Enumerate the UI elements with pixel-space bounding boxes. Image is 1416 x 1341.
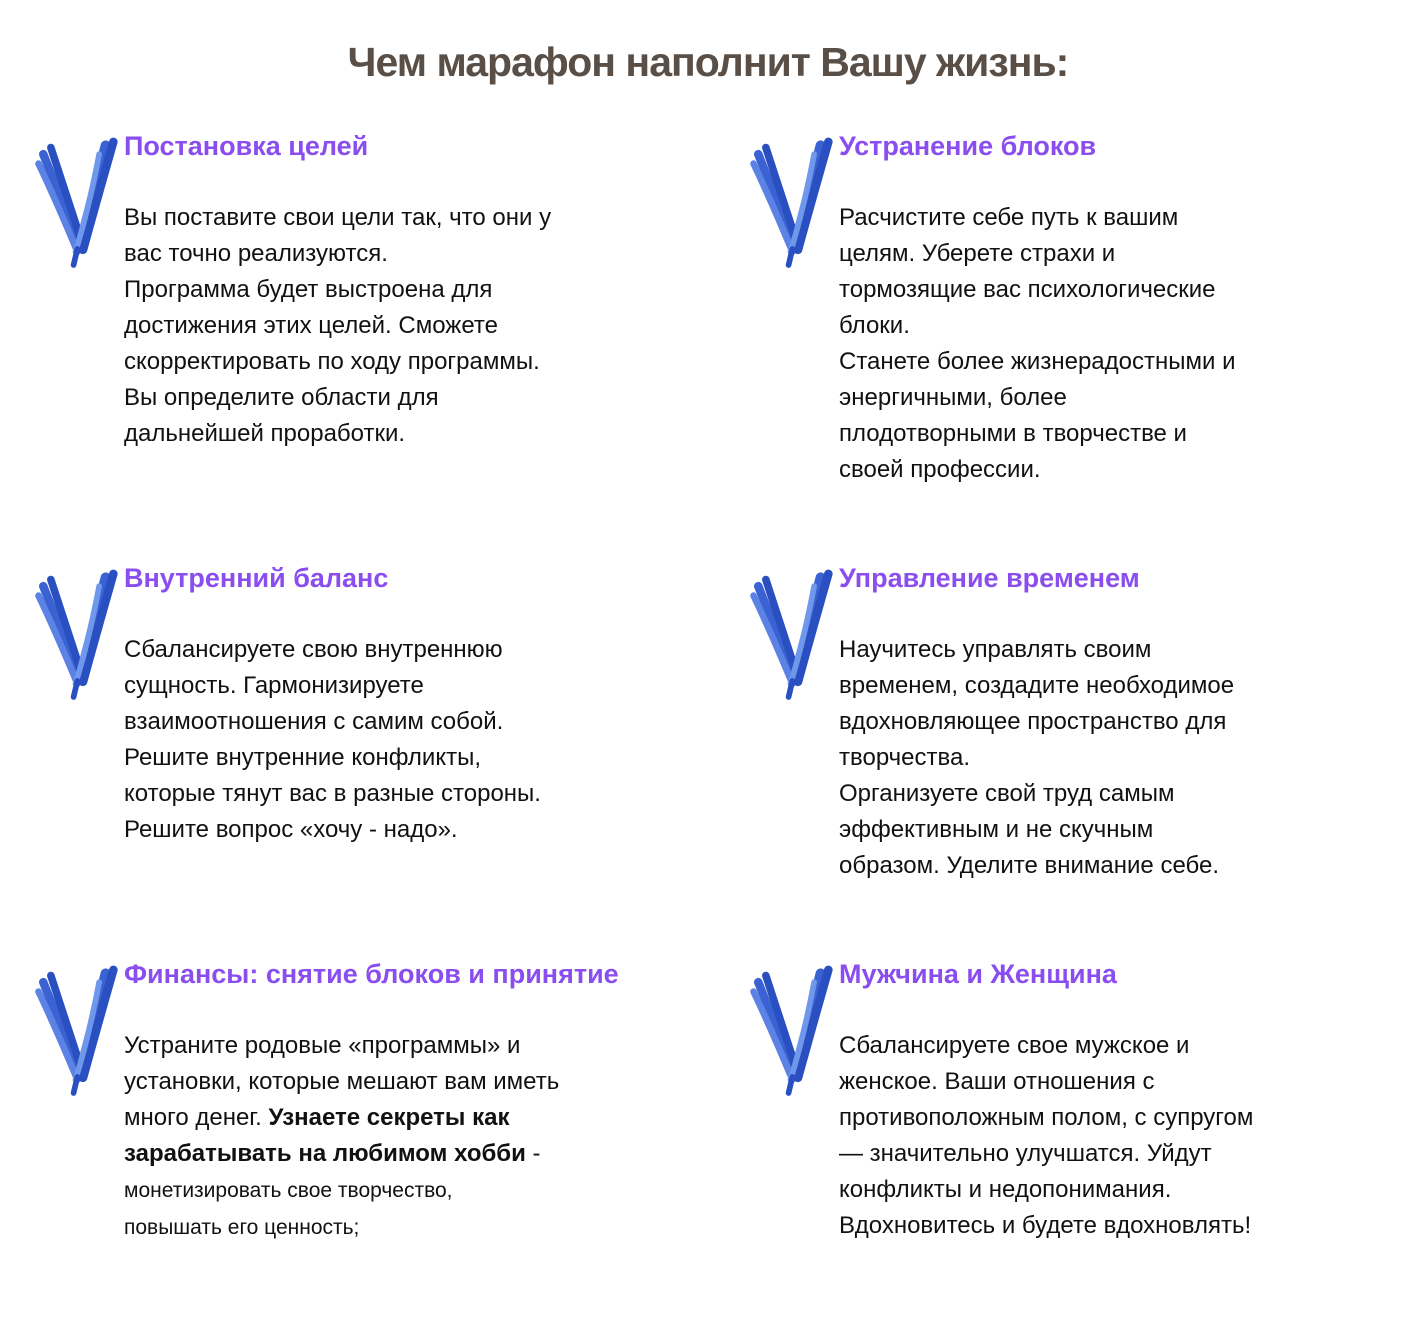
body-text-line: вас точно реализуются. xyxy=(124,240,388,267)
benefit-card-body xyxy=(124,1028,710,1246)
benefit-card-content xyxy=(839,562,1406,884)
benefit-card-content xyxy=(124,958,710,1246)
benefit-card-body xyxy=(124,200,710,452)
body-text-line: сущность. Гармонизируете xyxy=(124,672,424,699)
body-text-line: Сбалансируете свое мужское и xyxy=(839,1032,1190,1059)
body-text-line: Научитесь управлять своим xyxy=(839,636,1152,663)
body-text-line: Устраните родовые «программы» и xyxy=(124,1032,521,1059)
body-text-line: конфликты и недопонимания. xyxy=(839,1176,1172,1203)
body-text-line: повышать его ценность; xyxy=(124,1216,360,1239)
body-text-line: дальнейшей проработки. xyxy=(124,420,406,447)
benefit-card-title: Постановка целей xyxy=(124,131,369,161)
benefit-card-inner-balance xyxy=(30,562,710,884)
body-text-line: установки, которые мешают вам иметь xyxy=(124,1068,560,1095)
body-text-line: Расчистите себе путь к вашим xyxy=(839,204,1179,231)
body-text-line: Решите внутренние конфликты, xyxy=(124,744,481,771)
body-text-line: скорректировать по ходу программы. xyxy=(124,348,540,375)
checkmark-icon xyxy=(30,130,124,272)
body-text-line: плодотворными в творчестве и xyxy=(839,420,1187,447)
checkmark-icon xyxy=(745,958,839,1100)
body-text-line: блоки. xyxy=(839,312,910,339)
body-text-line: Вдохновитесь и будете вдохновлять! xyxy=(839,1212,1252,1239)
body-text-line: взаимоотношения с самим собой. xyxy=(124,708,504,735)
body-text-line: монетизировать свое творчество, xyxy=(124,1179,453,1202)
body-text-line: тормозящие вас психологические xyxy=(839,276,1216,303)
benefit-card-body xyxy=(839,1028,1406,1244)
checkmark-icon xyxy=(30,562,124,704)
benefit-card-body xyxy=(839,632,1406,884)
page-title: Чем марафон наполнит Вашу жизнь: xyxy=(347,39,1069,85)
body-text-line: Решите вопрос «хочу - надо». xyxy=(124,816,458,843)
marathon-benefits-section xyxy=(0,38,1416,1246)
benefit-card-title: Устранение блоков xyxy=(839,131,1097,161)
benefit-card-title: Финансы: снятие блоков и принятие xyxy=(124,959,619,989)
body-text-line: Станете более жизнерадостными и xyxy=(839,348,1236,375)
body-text-line: зарабатывать на любимом хобби - xyxy=(124,1140,541,1167)
checkmark-icon xyxy=(30,958,124,1100)
benefit-card-body xyxy=(839,200,1406,488)
body-text-line: Организуете свой труд самым xyxy=(839,780,1175,807)
body-text-line: творчества. xyxy=(839,744,970,771)
benefit-card-content xyxy=(124,130,710,452)
body-text-line: — значительно улучшатся. Уйдут xyxy=(839,1140,1212,1167)
body-text-line: которые тянут вас в разные стороны. xyxy=(124,780,541,807)
body-text-line: своей профессии. xyxy=(839,456,1041,483)
benefit-card-removing-blocks xyxy=(745,130,1406,488)
body-text-line: достижения этих целей. Сможете xyxy=(124,312,498,339)
benefit-card-content xyxy=(839,958,1406,1244)
body-text-line: женское. Ваши отношения с xyxy=(839,1068,1155,1095)
benefit-card-title: Управление временем xyxy=(839,563,1140,593)
benefits-grid xyxy=(0,130,1416,1246)
benefit-card-content xyxy=(839,130,1406,488)
body-text-line: целям. Уберете страхи и xyxy=(839,240,1116,267)
body-text-line: образом. Уделите внимание себе. xyxy=(839,852,1220,879)
benefit-card-time-management xyxy=(745,562,1406,884)
body-text-line: энергичными, более xyxy=(839,384,1067,411)
body-text-line: эффективным и не скучным xyxy=(839,816,1154,843)
checkmark-icon xyxy=(745,130,839,272)
body-text-line: Сбалансируете свою внутреннюю xyxy=(124,636,503,663)
benefit-card-body xyxy=(124,632,710,848)
benefit-card-title: Мужчина и Женщина xyxy=(839,959,1117,989)
body-text-line: Вы поставите свои цели так, что они у xyxy=(124,204,552,231)
checkmark-icon xyxy=(745,562,839,704)
body-text-line: Вы определите области для xyxy=(124,384,439,411)
body-text-line: временем, создадите необходимое xyxy=(839,672,1235,699)
body-text-line: вдохновляющее пространство для xyxy=(839,708,1227,735)
body-text-line: Программа будет выстроена для xyxy=(124,276,493,303)
body-text-line: много денег. Узнаете секреты как xyxy=(124,1104,510,1131)
benefit-card-content xyxy=(124,562,710,848)
benefit-card-finances xyxy=(30,958,710,1246)
body-text-line: противоположным полом, с супругом xyxy=(839,1104,1254,1131)
benefit-card-goal-setting xyxy=(30,130,710,488)
benefit-card-title: Внутренний баланс xyxy=(124,563,389,593)
benefit-card-man-and-woman xyxy=(745,958,1406,1246)
